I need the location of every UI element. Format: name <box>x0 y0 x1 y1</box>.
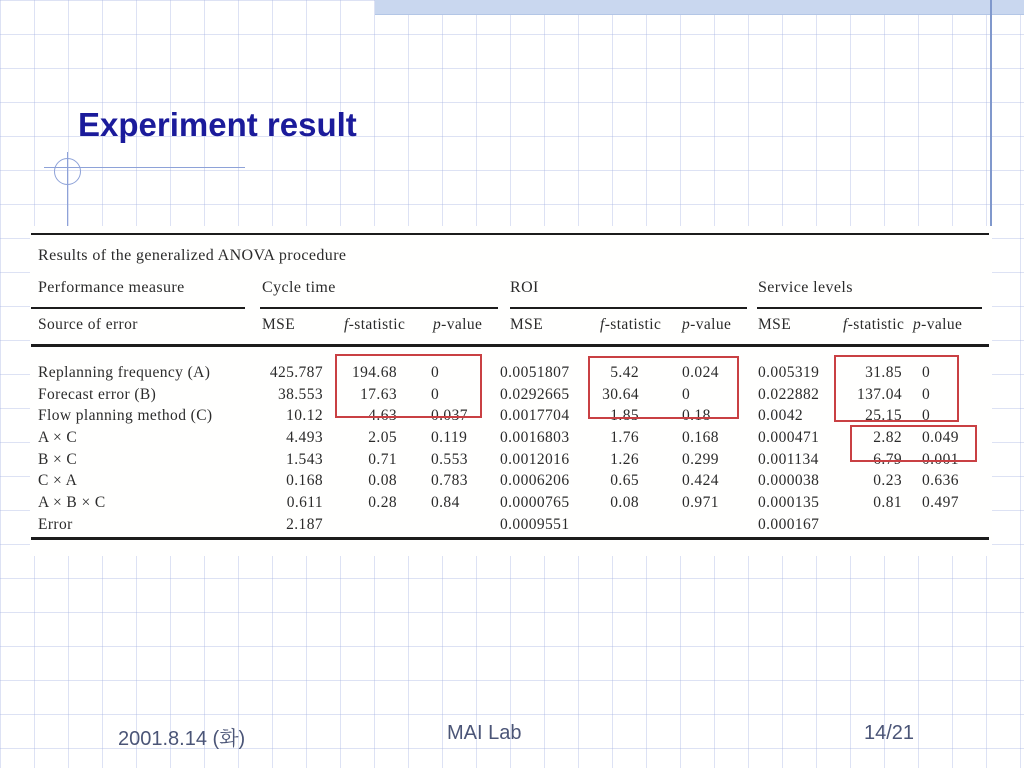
table-row <box>38 449 990 471</box>
table-cell: 4.63 <box>368 407 397 425</box>
page-title: Experiment result <box>78 106 357 143</box>
table-cell: 0.553 <box>431 450 468 468</box>
group-header-service-levels: Service levels <box>758 279 853 296</box>
table-cell: 0.0051807 <box>500 364 570 381</box>
table-cell: 1.85 <box>610 407 639 425</box>
table-cell: 0.611 <box>286 494 323 512</box>
table-cell: 1.543 <box>286 450 323 468</box>
table-cell: 0.168 <box>682 429 719 447</box>
table-cell: 0 <box>922 364 931 381</box>
table-cell: 0.08 <box>610 494 639 512</box>
footer-lab-name: MAI Lab <box>447 722 522 744</box>
table-cell: 0.0016803 <box>500 429 570 447</box>
table-row <box>38 514 990 536</box>
table-cell: 0.23 <box>873 472 902 490</box>
table-cell: 30.64 <box>602 385 639 403</box>
row-label: C × A <box>38 472 78 490</box>
table-cell: 0.024 <box>682 364 719 381</box>
row-label: Forecast error (B) <box>38 385 157 403</box>
column-header-f-statistic: f-statistic <box>600 316 662 333</box>
top-accent-band <box>375 0 1024 15</box>
table-bottom-rule <box>31 537 989 540</box>
table-top-rule <box>31 233 989 235</box>
table-row <box>38 427 990 449</box>
table-cell: 0 <box>922 407 931 425</box>
table-cell: 0.0009551 <box>500 515 570 533</box>
table-cell: 0.005319 <box>758 364 820 381</box>
table-cell: 31.85 <box>865 364 902 381</box>
table-cell: 0.28 <box>368 494 397 512</box>
column-header-source-of-error: Source of error <box>38 316 138 333</box>
table-cell: 0.0292665 <box>500 385 570 403</box>
table-cell: 0.0000765 <box>500 494 570 512</box>
highlight-box-roi <box>588 356 739 419</box>
column-header-f-statistic: f-statistic <box>344 316 406 333</box>
table-cell: 0.783 <box>431 472 468 490</box>
table-cell: 0.497 <box>922 494 959 512</box>
table-cell: 0.0017704 <box>500 407 570 425</box>
table-cell: 0 <box>431 385 440 403</box>
table-row <box>38 470 990 492</box>
title-vertical-line-decoration <box>67 152 68 232</box>
table-cell: 2.187 <box>286 515 323 533</box>
column-header-p-value: p-value <box>913 316 963 333</box>
table-cell: 10.12 <box>286 407 323 425</box>
footer-date: 2001.8.14 (화) <box>118 728 246 750</box>
table-cell: 0.119 <box>431 429 468 447</box>
table-cell: 6.79 <box>873 450 902 468</box>
anova-results-table <box>30 226 992 556</box>
table-row <box>38 492 990 514</box>
table-cell: 5.42 <box>610 364 639 381</box>
group-underline <box>510 307 747 309</box>
table-cell: 0.971 <box>682 494 719 512</box>
table-cell: 0.84 <box>431 494 460 512</box>
table-cell <box>325 514 399 536</box>
group-header-cycle-time: Cycle time <box>262 279 336 296</box>
table-cell: 2.82 <box>873 429 902 447</box>
table-cell: 17.63 <box>360 385 397 403</box>
highlight-box-cycle-time <box>335 354 482 418</box>
group-underline <box>260 307 498 309</box>
table-cell: 0.168 <box>286 472 323 490</box>
row-label: A × C <box>38 429 78 447</box>
column-header-mse: MSE <box>758 316 792 333</box>
table-cell: 0.71 <box>368 450 397 468</box>
table-cell: 0.299 <box>682 450 719 468</box>
table-cell: 0.000471 <box>758 429 820 447</box>
footer-page-number: 14/21 <box>864 722 915 744</box>
table-cell: 0.001 <box>922 450 959 468</box>
column-header-p-value: p-value <box>433 316 483 333</box>
table-cell: 0.000167 <box>758 515 820 533</box>
table-cell: 0 <box>922 385 931 403</box>
column-header-p-value: p-value <box>682 316 732 333</box>
table-cell: 0.000135 <box>758 494 820 512</box>
table-cell <box>570 514 640 536</box>
row-label: Error <box>38 515 73 533</box>
group-header-roi: ROI <box>510 279 539 296</box>
table-cell: 25.15 <box>865 407 902 425</box>
right-accent-line <box>990 0 992 230</box>
table-cell: 425.787 <box>269 364 323 381</box>
table-cell: 1.76 <box>610 429 639 447</box>
table-cell: 2.05 <box>368 429 397 447</box>
table-cell <box>640 514 725 536</box>
row-label: Flow planning method (C) <box>38 407 213 425</box>
table-cell: 0.65 <box>610 472 639 490</box>
table-cell <box>820 514 902 536</box>
column-header-mse: MSE <box>262 316 296 333</box>
table-cell: 0.0006206 <box>500 472 570 490</box>
highlight-box-service-levels-interactions <box>850 425 977 462</box>
table-cell: 0.81 <box>873 494 902 512</box>
column-header-mse: MSE <box>510 316 544 333</box>
table-cell: 1.26 <box>610 450 639 468</box>
table-cell: 0 <box>431 364 440 381</box>
row-label: B × C <box>38 450 78 468</box>
table-cell: 0.0012016 <box>500 450 570 468</box>
table-cell: 0.08 <box>368 472 397 490</box>
table-cell: 0.001134 <box>758 450 819 468</box>
table-cell: 0.037 <box>431 407 468 425</box>
column-header-f-statistic: f-statistic <box>843 316 905 333</box>
table-cell: 0.636 <box>922 472 959 490</box>
table-cell: 38.553 <box>277 385 323 403</box>
table-cell: 0.18 <box>682 407 711 425</box>
table-cell: 4.493 <box>286 429 323 447</box>
table-cell: 0.000038 <box>758 472 820 490</box>
group-underline <box>757 307 982 309</box>
highlight-box-service-levels-main <box>834 355 959 422</box>
table-cell: 194.68 <box>351 364 397 381</box>
table-cell <box>399 514 474 536</box>
row-label: Replanning frequency (A) <box>38 364 211 381</box>
table-header-rule <box>31 344 989 347</box>
table-cell: 137.04 <box>856 385 902 403</box>
table-cell: 0.022882 <box>758 385 820 403</box>
group-header-performance-measure: Performance measure <box>38 279 185 296</box>
table-cell: 0.0042 <box>758 407 804 425</box>
row-label: A × B × C <box>38 494 106 512</box>
table-cell: 0.424 <box>682 472 719 490</box>
group-underline <box>31 307 245 309</box>
table-cell: 0.049 <box>922 429 959 447</box>
table-cell <box>902 514 990 536</box>
table-cell: 0 <box>682 385 691 403</box>
table-caption: Results of the generalized ANOVA procedure <box>38 247 347 264</box>
